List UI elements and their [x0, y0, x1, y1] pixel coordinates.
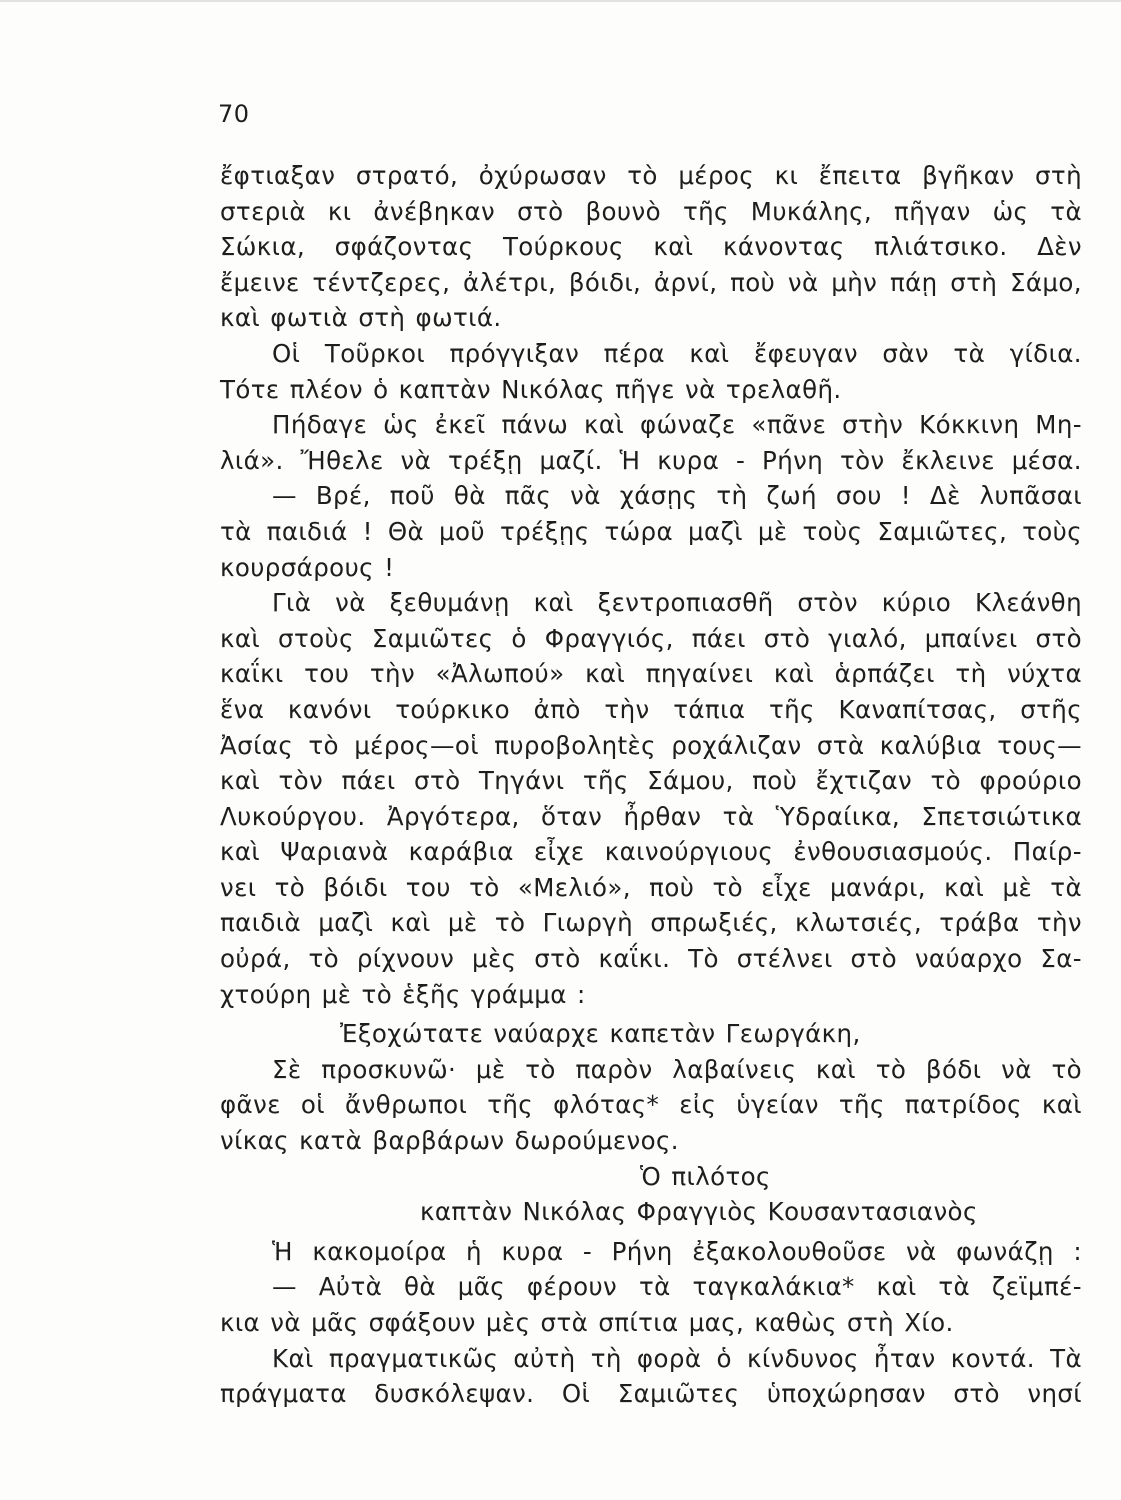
text-line: παιδιὰ μαζὶ καὶ μὲ τὸ Γιωργὴ σπρωξιές, κλωτσιές, τράβα τὴν [220, 908, 1082, 938]
text-line: Καὶ πραγματικῶς αὐτὴ τὴ φορὰ ὁ κίνδυνος ἦταν κοντά. Τὰ [272, 1343, 1082, 1373]
letter-signature-title: Ὁ πιλότος [640, 1161, 771, 1191]
text-line: ἔφτιαξαν στρατό, ὀχύρωσαν τὸ μέρος κι ἔπειτα βγῆκαν στὴ [220, 161, 1082, 190]
letter-line: νίκας κατὰ βαρβάρων δωρούμενος. [220, 1126, 679, 1156]
text-line: Τότε πλέον ὁ καπτὰν Νικόλας πῆγε νὰ τρελαθῆ. [220, 374, 842, 404]
text-line: λιά». Ἤθελε νὰ τρέξῃ μαζί. Ἡ κυρα - Ρήνη τὸν ἔκλεινε μέσα. [220, 445, 1082, 475]
text-line: καΐκι του τὴν «Ἀλωπού» καὶ πηγαίνει καὶ ἁρπάζει τὴ νύχτα [220, 659, 1082, 689]
text-line: ἔμεινε τέντζερες, ἀλέτρι, βόιδι, ἀρνί, ποὺ νὰ μὴν πάῃ στὴ Σάμο, [220, 267, 1082, 297]
text-line: πράγματα δυσκόλεψαν. Οἱ Σαμιῶτες ὑποχώρησαν στὸ νησί [220, 1379, 1082, 1409]
text-line: τὰ παιδιά ! Θὰ μοῦ τρέξῃς τώρα μαζὶ μὲ τοὺς Σαμιῶτες, τοὺς [220, 516, 1082, 546]
dialogue-line: — Βρέ, ποῦ θὰ πᾶς νὰ χάσῃς τὴ ζωή σου ! Δὲ λυπᾶσαι [272, 481, 1082, 511]
text-line: κια νὰ μᾶς σφάξουν μὲς στὰ σπίτια μας, καθὼς στὴ Χίο. [220, 1308, 954, 1337]
text-line: κουρσάρους ! [220, 552, 395, 582]
letter-line: Σὲ προσκυνῶ· μὲ τὸ παρὸν λαβαίνεις καὶ τὸ βόδι νὰ τὸ [272, 1054, 1082, 1084]
text-line: νει τὸ βόιδι του τὸ «Μελιό», ποὺ τὸ εἶχε μανάρι, καὶ μὲ τὰ [220, 872, 1082, 902]
text-line: καὶ στοὺς Σαμιῶτες ὁ Φραγγιός, πάει στὸ γιαλό, μπαίνει στὸ [220, 623, 1082, 653]
scan-edge-mark [0, 0, 1121, 2]
text-line: καὶ τὸν πάει στὸ Τηγάνι τῆς Σάμου, ποὺ ἔχτιζαν τὸ φρούριο [220, 766, 1082, 796]
text-line: Σώκια, σφάζοντας Τούρκους καὶ κάνοντας πλιάτσικο. Δὲν [220, 232, 1082, 262]
page-number: 70 [218, 100, 250, 128]
text-line: χτούρη μὲ τὸ ἑξῆς γράμμα : [220, 979, 586, 1009]
text-line: καὶ Ψαριανὰ καράβια εἶχε καινούργιους ἐνθουσιασμούς. Παίρ- [220, 837, 1082, 867]
letter-signature-name: καπτὰν Νικόλας Φραγγιὸς Κουσαντασιανὸς [420, 1197, 978, 1227]
text-line: οὐρά, τὸ ρίχνουν μὲς στὸ καΐκι. Τὸ στέλνει στὸ ναύαρχο Σα- [220, 944, 1082, 974]
text-line: Ἡ κακομοίρα ἡ κυρα - Ρήνη ἐξακολουθοῦσε νὰ φωνάζῃ : [272, 1236, 1082, 1266]
text-line: στεριὰ κι ἀνέβηκαν στὸ βουνὸ τῆς Μυκάλης, πῆγαν ὡς τὰ [220, 196, 1082, 226]
letter-line: φᾶνε οἱ ἄνθρωποι τῆς φλότας* εἰς ὑγείαν τῆς πατρίδος καὶ [220, 1090, 1082, 1120]
text-line: καὶ φωτιὰ στὴ φωτιά. [220, 303, 502, 333]
text-line: Λυκούργου. Ἀργότερα, ὅταν ἦρθαν τὰ Ὑδραίικα, Σπετσιώτικα [220, 801, 1082, 831]
letter-salutation: Ἐξοχώτατε ναύαρχε καπετὰν Γεωργάκη, [340, 1019, 861, 1049]
dialogue-line: — Αὐτὰ θὰ μᾶς φέρουν τὰ ταγκαλάκια* καὶ τὰ ζεϊμπέ- [272, 1272, 1082, 1302]
text-line: Γιὰ νὰ ξεθυμάνῃ καὶ ξεντροπιασθῆ στὸν κύριο Κλεάνθη [272, 588, 1082, 618]
text-line: Πήδαγε ὡς ἐκεῖ πάνω καὶ φώναζε «πᾶνε στὴν Κόκκινη Μη- [272, 410, 1082, 440]
text-line: ἕνα κανόνι τούρκικο ἀπὸ τὴν τάπια τῆς Καναπίτσας, στῆς [220, 694, 1082, 724]
body-text [220, 158, 1082, 1412]
text-line: Ἀσίας τὸ μέρος—οἱ πυροβοληtὲς ροχάλιζαν στὰ καλύβια τους— [220, 730, 1082, 760]
text-line: Οἱ Τοῦρκοι πρόγγιξαν πέρα καὶ ἔφευγαν σὰν τὰ γίδια. [272, 338, 1082, 368]
